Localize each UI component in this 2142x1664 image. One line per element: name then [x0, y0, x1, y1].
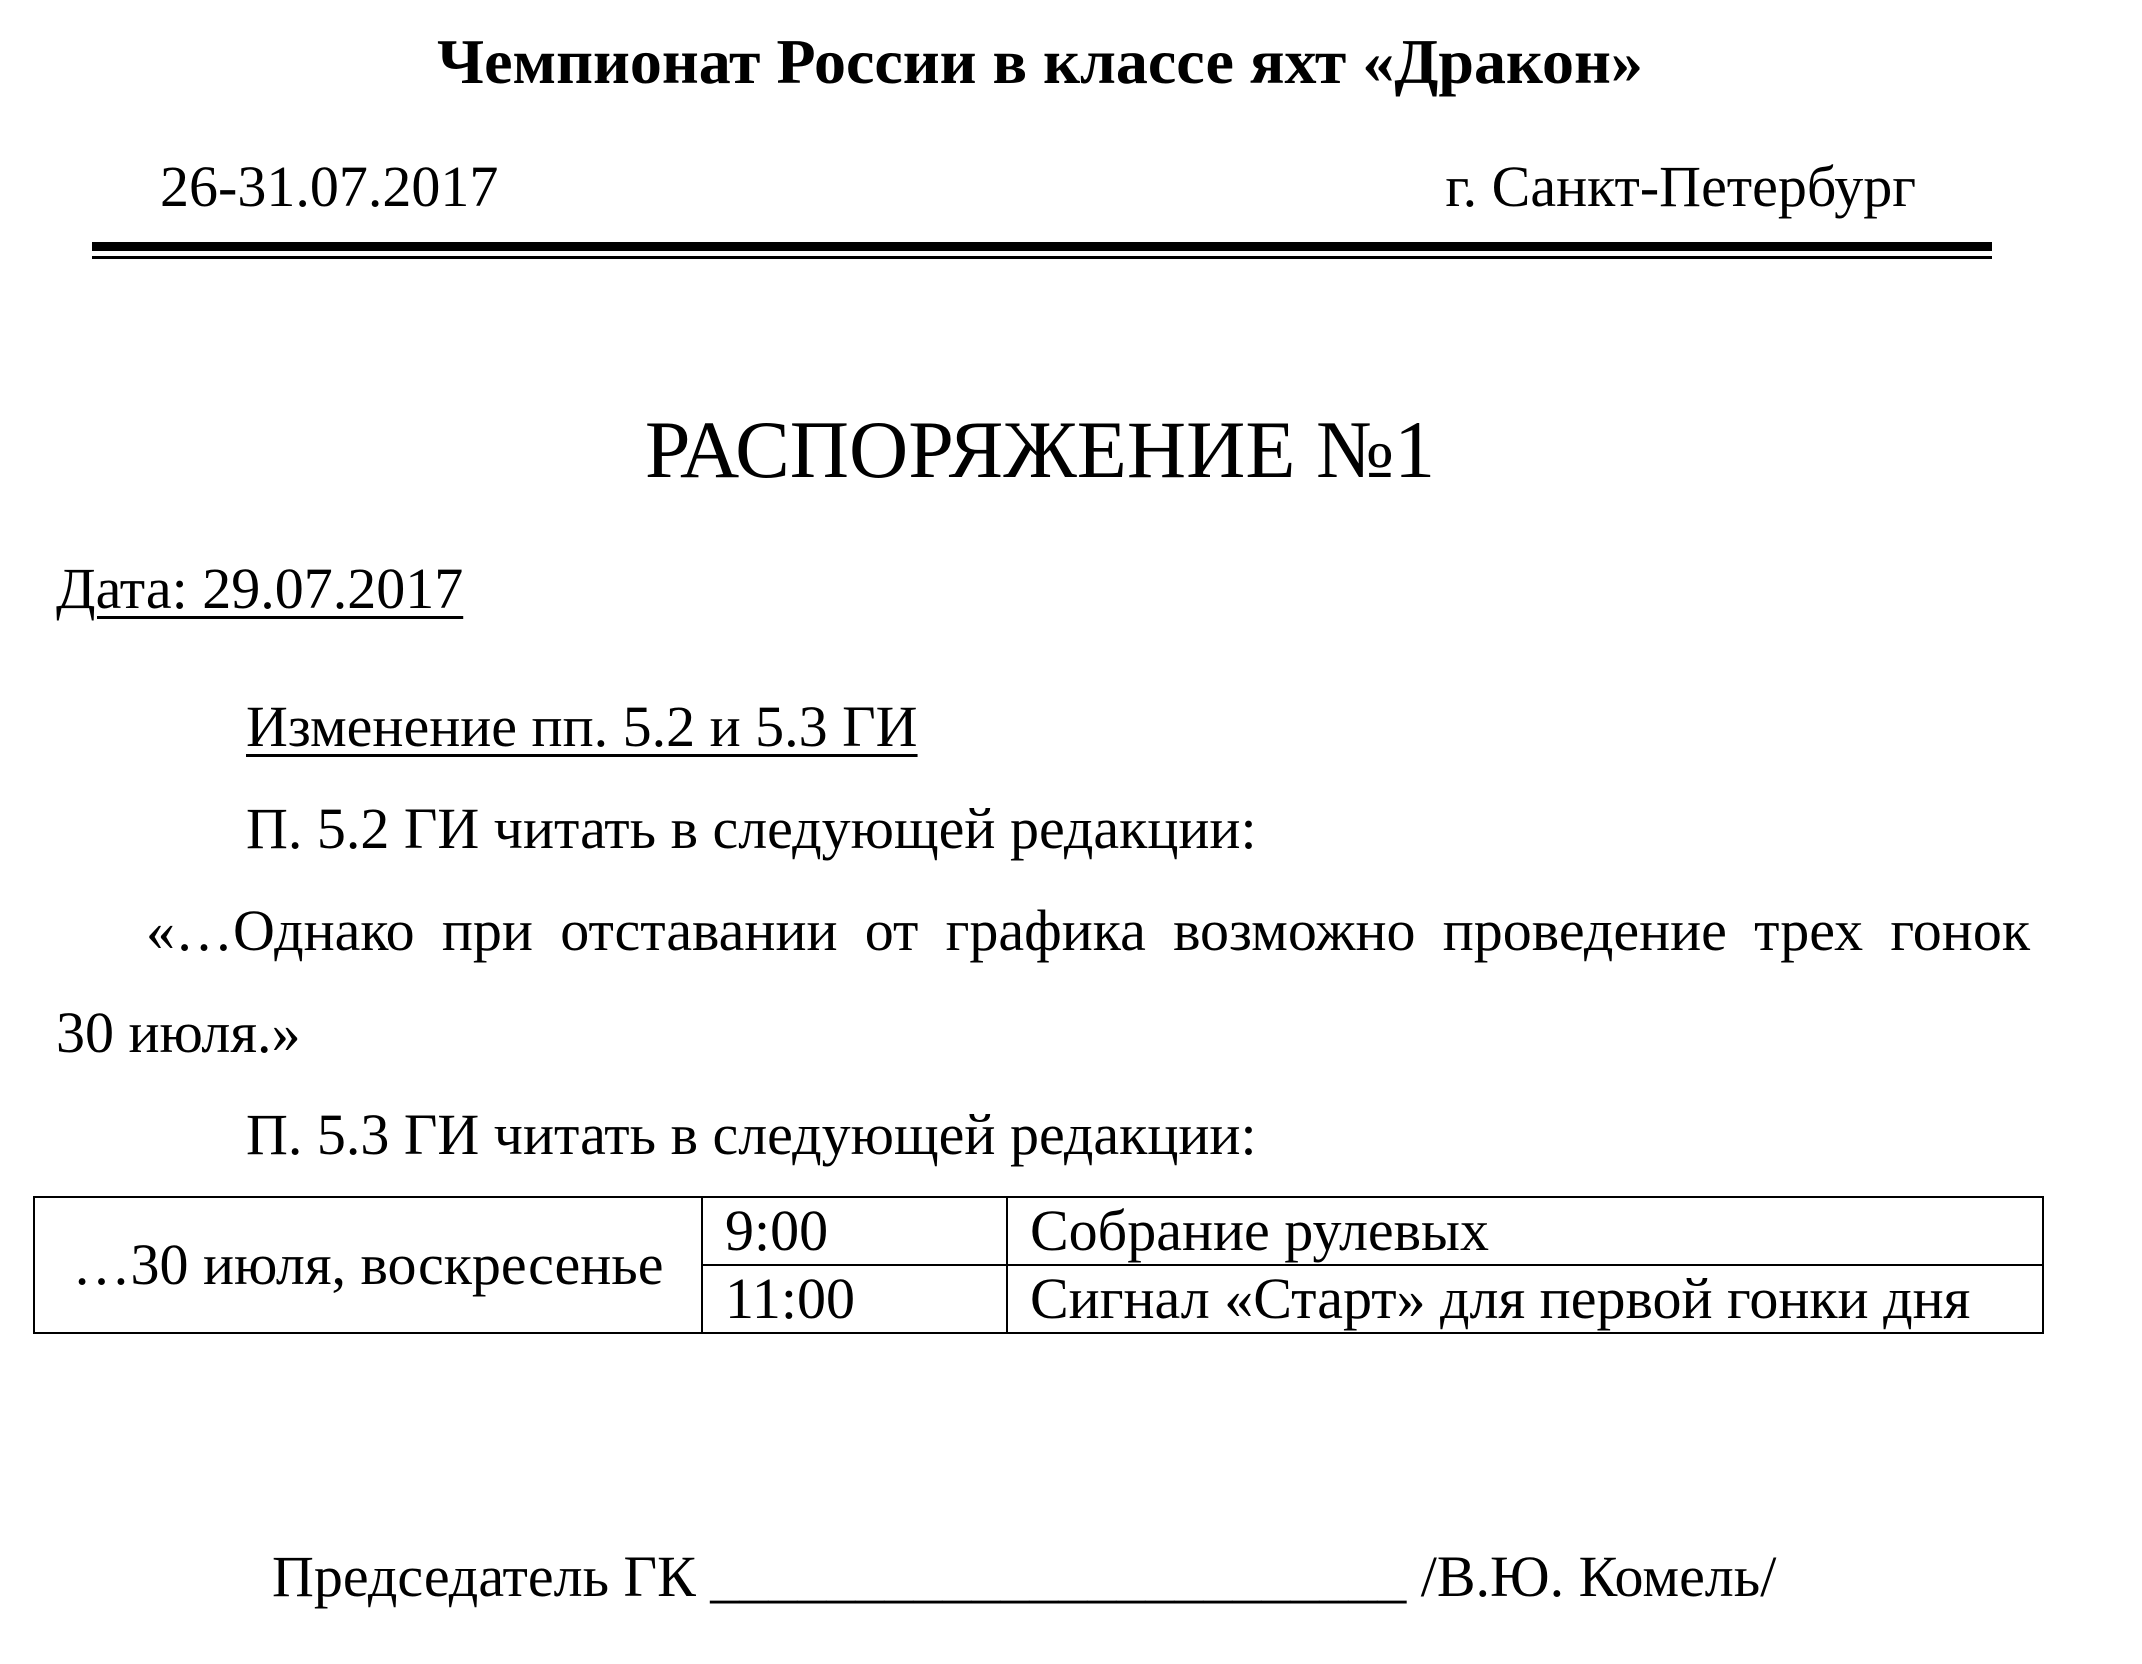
- quote-text-line-1: «…Однако при отставании от графика возможно проведение трех гонок: [146, 898, 2030, 963]
- header-rule-thick: [92, 242, 1992, 251]
- schedule-table: [33, 1196, 2044, 1334]
- schedule-event-cell: Сигнал «Старт» для первой гонки дня: [1007, 1265, 2043, 1333]
- quote-text-line-2: 30 июля.»: [56, 1000, 301, 1065]
- paragraph-5-2-intro: П. 5.2 ГИ читать в следующей редакции:: [246, 796, 1257, 861]
- schedule-day-cell: …30 июля, воскресенье: [34, 1197, 702, 1333]
- schedule-time-cell: 9:00: [702, 1197, 1007, 1265]
- order-date: Дата: 29.07.2017: [56, 556, 464, 621]
- signature-line: Председатель ГК ________________________ /В.Ю. Комель/: [272, 1544, 1777, 1609]
- header-rule-thin: [92, 256, 1992, 259]
- schedule-event-cell: Собрание рулевых: [1007, 1197, 2043, 1265]
- event-city: г. Санкт-Петербург: [1445, 154, 1916, 219]
- document-title: Чемпионат России в классе яхт «Дракон»: [437, 26, 1643, 97]
- schedule-time-cell: 11:00: [702, 1265, 1007, 1333]
- event-dates: 26-31.07.2017: [160, 154, 499, 219]
- order-title: РАСПОРЯЖЕНИЕ №1: [644, 404, 1436, 495]
- table-row: [34, 1197, 2043, 1265]
- change-heading: Изменение пп. 5.2 и 5.3 ГИ: [246, 694, 918, 759]
- paragraph-5-3-intro: П. 5.3 ГИ читать в следующей редакции:: [246, 1102, 1257, 1167]
